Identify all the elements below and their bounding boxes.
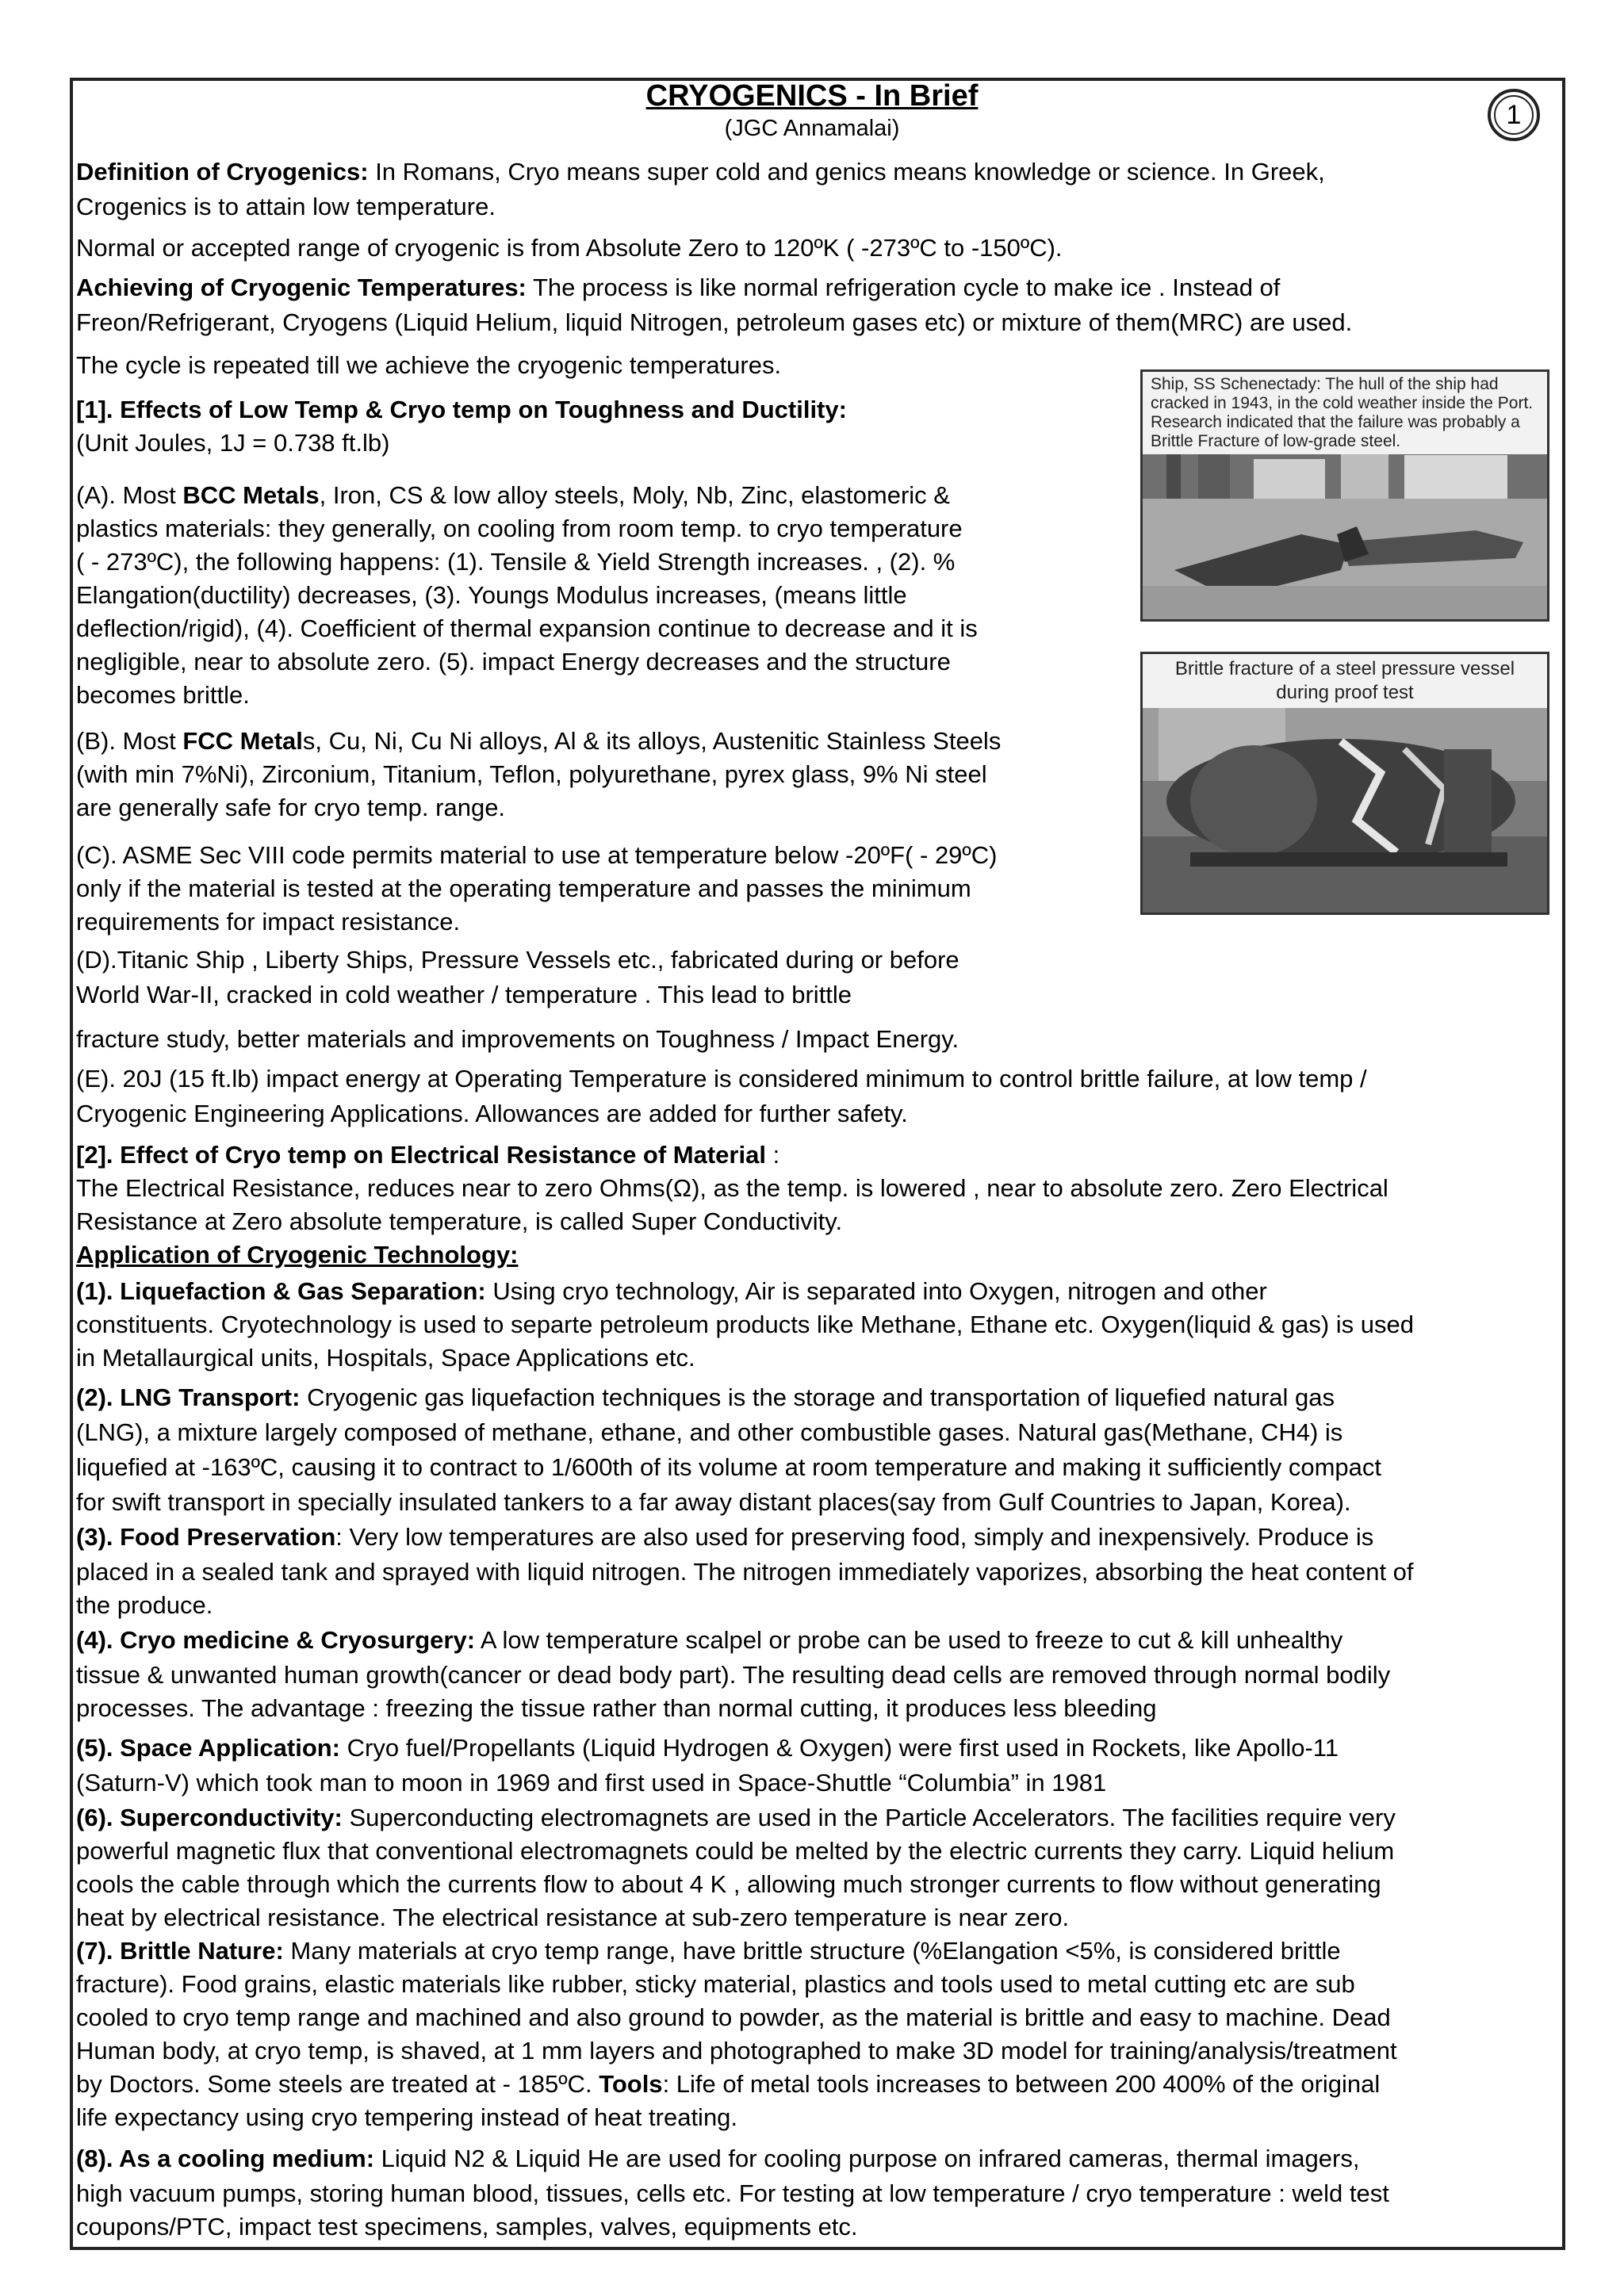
app-7-line-3: Human body, at cryo temp, is shaved, at 1 mm layers and photographed to make 3D model for training/analysis/treatment	[76, 2037, 1397, 2064]
achieving-line-1	[76, 271, 1280, 304]
app-3-line-0	[76, 1521, 1373, 1554]
asme-line-2: only if the material is tested at the operating temperature and passes the minimum	[76, 874, 971, 902]
definition-line-2: Crogenics is to attain low temperature.	[76, 193, 496, 220]
section-2-line-2: Resistance at Zero absolute temperature, is called Super Conductivity.	[76, 1207, 843, 1235]
app-6-line-0	[76, 1801, 1396, 1835]
bcc-line-4: deflection/rigid), (4). Coefficient of thermal expansion continue to decrease and it is	[76, 614, 978, 642]
app-7-first: Many materials at cryo temp range, have brittle structure (%Elangation <5%, is considered brittle	[283, 1937, 1341, 1965]
app-2-line-3: for swift transport in specially insulated tankers to a far away distant places(say from Gulf Countries to Japan, Korea).	[76, 1488, 1351, 1516]
app-7-line-2: cooled to cryo temp range and machined and also ground to powder, as the material is brittle and easy to machine. Dead	[76, 2003, 1391, 2031]
app-1-label: (1). Liquefaction & Gas Separation:	[76, 1277, 486, 1305]
bcc-line-3: Elangation(ductility) decreases, (3). Youngs Modulus increases, (means little	[76, 581, 907, 609]
app-4-first: A low temperature scalpel or probe can be used to freeze to cut & kill unhealthy	[475, 1626, 1343, 1654]
app-8-label: (8). As a cooling medium:	[76, 2145, 375, 2172]
fcc-pre: (B). Most	[76, 727, 183, 755]
fcc-line-2: are generally safe for cryo temp. range.	[76, 794, 506, 821]
page-number-badge	[1488, 89, 1540, 141]
section-2-heading-line	[76, 1138, 779, 1172]
app-5-first: Cryo fuel/Propellants (Liquid Hydrogen & Oxygen) were first used in Rockets, like Apollo-11	[340, 1734, 1339, 1762]
fcc-line-1: (with min 7%Ni), Zirconium, Titanium, Teflon, polyurethane, pyrex glass, 9% Ni steel	[76, 760, 987, 788]
app-3-line-1: placed in a sealed tank and sprayed with liquid nitrogen. The nitrogen immediately vaporizes, absorbing the heat content of	[76, 1558, 1414, 1586]
tools-pre: by Doctors. Some steels are treated at - 185ºC.	[76, 2070, 599, 2098]
app-1-line-2: in Metallaurgical units, Hospitals, Space Applications etc.	[76, 1344, 695, 1372]
app-6-line-3: heat by electrical resistance. The electrical resistance at sub-zero temperature is near zero.	[76, 1904, 1070, 1931]
bcc-pre: (A). Most	[76, 481, 183, 509]
app-8-line-1: high vacuum pumps, storing human blood, tissues, cells etc. For testing at low temperature / cryo temperature : weld test	[76, 2179, 1389, 2207]
impact-line-2: Cryogenic Engineering Applications. Allowances are added for further safety.	[76, 1100, 908, 1127]
app-4-line-1: tissue & unwanted human growth(cancer or dead body part). The resulting dead cells are removed through normal bodily	[76, 1661, 1391, 1689]
bcc-line-5: negligible, near to absolute zero. (5). impact Energy decreases and the structure	[76, 648, 951, 675]
definition-label: Definition of Cryogenics:	[76, 158, 369, 186]
app-2-first: Cryogenic gas liquefaction techniques is the storage and transportation of liquefied natural gas	[300, 1383, 1335, 1411]
app-7-label: (7). Brittle Nature:	[76, 1937, 284, 1965]
author-line: (JGC Annamalai)	[724, 116, 900, 141]
app-1-line-1: constituents. Cryotechnology is used to separte petroleum products like Methane, Ethane etc. Oxygen(liquid & gas) is used	[76, 1311, 1414, 1338]
impact-line-1: (E). 20J (15 ft.lb) impact energy at Operating Temperature is considered minimum to control brittle failure, at low temp /	[76, 1065, 1367, 1093]
ship-caption: Ship, SS Schenectady: The hull of the ship had cracked in 1943, in the cold weather inside the Port. Research indicated that the failure was probably a Brittle Fracture of low-grade steel.	[1143, 372, 1547, 454]
range-line: Normal or accepted range of cryogenic is from Absolute Zero to 120ºK ( -273ºC to -150ºC).	[76, 234, 1063, 262]
tools-post: : Life of metal tools increases to between 200 400% of the original	[662, 2070, 1381, 2098]
app-1-line-0	[76, 1275, 1267, 1308]
asme-line-3: requirements for impact resistance.	[76, 908, 461, 936]
achieving-text-1: The process is like normal refrigeration cycle to make ice . Instead of	[526, 274, 1281, 301]
page-title: CRYOGENICS - In Brief	[645, 79, 979, 113]
bcc-post: , Iron, CS & low alloy steels, Moly, Nb, Zinc, elastomeric &	[319, 481, 950, 509]
fcc-line-0	[76, 725, 1001, 758]
bcc-bold: BCC Metals	[182, 481, 320, 509]
vessel-caption: Brittle fracture of a steel pressure vessel during proof test	[1143, 654, 1547, 708]
app-2-label: (2). LNG Transport:	[76, 1383, 301, 1411]
vessel-photo	[1140, 652, 1549, 915]
section-1-heading: [1]. Effects of Low Temp & Cryo temp on Toughness and Ductility:	[76, 396, 847, 423]
page-number: 1	[1494, 95, 1534, 135]
app-6-line-1: powerful magnetic flux that conventional electromagnets could be melted by the electric currents they carry. Liquid helium	[76, 1837, 1395, 1865]
titanic-line-3: fracture study, better materials and improvements on Toughness / Impact Energy.	[76, 1025, 959, 1053]
app-6-first: Superconducting electromagnets are used in the Particle Accelerators. The facilities require very	[342, 1804, 1396, 1831]
app-7-line-0	[76, 1934, 1341, 1968]
bcc-line-0	[76, 479, 950, 512]
applications-heading: Application of Cryogenic Technology:	[76, 1241, 519, 1269]
fcc-bold: FCC Metal	[182, 727, 303, 755]
section-1-unit: (Unit Joules, 1J = 0.738 ft.lb)	[76, 429, 390, 457]
app-8-line-0	[76, 2142, 1359, 2175]
app-2-line-1: (LNG), a mixture largely composed of methane, ethane, and other combustible gases. Natural gas(Methane, CH4) is	[76, 1418, 1343, 1446]
section-2-line-1: The Electrical Resistance, reduces near to zero Ohms(Ω), as the temp. is lowered , near to absolute zero. Zero Electrical	[76, 1174, 1388, 1202]
titanic-line-2: World War-II, cracked in cold weather / temperature . This lead to brittle	[76, 981, 852, 1008]
app-6-line-2: cools the cable through which the currents flow to about 4 K , allowing much stronger currents to flow without generating	[76, 1870, 1381, 1898]
app-3-line-2: the produce.	[76, 1591, 213, 1619]
achieving-line-3: The cycle is repeated till we achieve the cryogenic temperatures.	[76, 351, 782, 379]
app-8-line-2: coupons/PTC, impact test specimens, samples, valves, equipments etc.	[76, 2213, 858, 2241]
tools-bold: Tools	[599, 2070, 663, 2098]
fcc-post: s, Cu, Ni, Cu Ni alloys, Al & its alloys, Austenitic Stainless Steels	[302, 727, 1002, 755]
definition-line-1	[76, 155, 1325, 189]
section-2-heading: [2]. Effect of Cryo temp on Electrical Resistance of Material	[76, 1141, 766, 1169]
achieving-label: Achieving of Cryogenic Temperatures:	[76, 274, 527, 301]
titanic-line-1: (D).Titanic Ship , Liberty Ships, Pressure Vessels etc., fabricated during or before	[76, 946, 959, 974]
app-8-first: Liquid N2 & Liquid He are used for cooling purpose on infrared cameras, thermal imagers,	[374, 2145, 1360, 2172]
bcc-line-2: ( - 273ºC), the following happens: (1). Tensile & Yield Strength increases. , (2). %	[76, 548, 956, 576]
app-7-line-5: life expectancy using cryo tempering instead of heat treating.	[76, 2103, 738, 2131]
definition-text-1: In Romans, Cryo means super cold and genics means knowledge or science. In Greek,	[368, 158, 1325, 186]
app-4-line-2: processes. The advantage : freezing the tissue rather than normal cutting, it produces less bleeding	[76, 1694, 1157, 1722]
bcc-line-1: plastics materials: they generally, on cooling from room temp. to cryo temperature	[76, 515, 963, 542]
achieving-line-2: Freon/Refrigerant, Cryogens (Liquid Helium, liquid Nitrogen, petroleum gases etc) or mixture of them(MRC) are used.	[76, 308, 1353, 336]
app-5-line-0	[76, 1732, 1339, 1765]
app-6-label: (6). Superconductivity:	[76, 1804, 343, 1831]
bcc-line-6: becomes brittle.	[76, 681, 250, 709]
app-4-label: (4). Cryo medicine & Cryosurgery:	[76, 1626, 476, 1654]
ship-photo	[1140, 369, 1549, 622]
app-7-line-1: fracture). Food grains, elastic materials like rubber, sticky material, plastics and tools used to metal cutting etc are sub	[76, 1970, 1355, 1998]
app-3-first: : Very low temperatures are also used for preserving food, simply and inexpensively. Produce is	[335, 1523, 1374, 1551]
app-5-label: (5). Space Application:	[76, 1734, 341, 1762]
app-5-line-1: (Saturn-V) which took man to moon in 1969 and first used in Space-Shuttle “Columbia” in 1981	[76, 1769, 1107, 1797]
app-7-line-4	[76, 2068, 1380, 2101]
app-3-label: (3). Food Preservation	[76, 1523, 336, 1551]
asme-line-1: (C). ASME Sec VIII code permits material to use at temperature below -20ºF( - 29ºC)	[76, 841, 998, 869]
section-2-heading-suffix: :	[765, 1141, 780, 1169]
app-4-line-0	[76, 1624, 1342, 1657]
app-2-line-0	[76, 1381, 1335, 1414]
app-2-line-2: liquefied at -163ºC, causing it to contract to 1/600th of its volume at room temperature and making it sufficiently compact	[76, 1453, 1381, 1481]
app-1-first: Using cryo technology, Air is separated into Oxygen, nitrogen and other	[485, 1277, 1267, 1305]
